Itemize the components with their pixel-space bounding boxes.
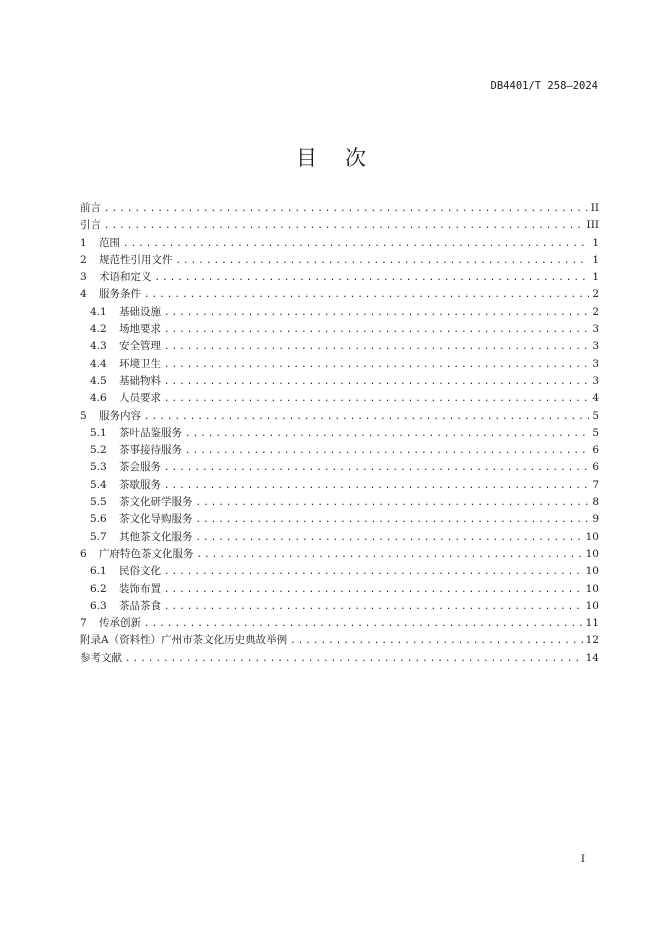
dot-leader — [164, 585, 583, 595]
dot-leader — [164, 481, 589, 491]
toc-entry[interactable] — [80, 356, 599, 373]
toc-entry[interactable] — [80, 321, 599, 338]
toc-entry-page: II — [590, 202, 599, 214]
toc-entry-label: 民俗文化 — [119, 565, 161, 578]
toc-entry-label: 其他茶文化服务 — [119, 530, 193, 543]
toc-entry-page: 4 — [592, 392, 599, 405]
dot-leader — [196, 498, 590, 508]
toc-entry-label: 茶歇服务 — [119, 478, 161, 491]
dot-leader — [123, 239, 589, 249]
toc-entry-number: 5 — [80, 409, 87, 422]
toc-entry-number: 5.1 — [90, 426, 107, 439]
toc-entry[interactable] — [80, 529, 599, 546]
toc-entry-label: 场地要求 — [119, 323, 161, 336]
toc-entry-page: III — [586, 219, 599, 232]
toc-entry[interactable] — [80, 217, 599, 234]
toc-entry-label: 环境卫生 — [119, 357, 161, 370]
toc-entry-label: 茶叶品鉴服务 — [119, 426, 182, 439]
toc-entry-number: 4.3 — [90, 340, 107, 353]
toc-entry[interactable] — [80, 252, 599, 269]
toc-entry-number: 4.5 — [90, 374, 107, 387]
toc-entry-number: 7 — [80, 617, 87, 630]
toc-entry[interactable] — [80, 459, 599, 476]
dot-leader — [196, 515, 590, 525]
toc-entry-page: 11 — [585, 617, 599, 630]
page-number: I — [580, 853, 585, 865]
toc-entry-label: 范围 — [99, 236, 120, 249]
dot-leader — [164, 377, 589, 387]
toc-entry-page: 1 — [592, 271, 599, 284]
dot-leader — [125, 654, 583, 664]
dot-leader — [290, 636, 583, 646]
toc-entry-number: 5.5 — [90, 496, 107, 509]
toc-entry-page: 3 — [592, 357, 599, 370]
dot-leader — [185, 429, 589, 439]
toc-entry-label: 附录A（资料性）广州市茶文化历史典故举例 — [80, 634, 288, 647]
toc-entry-page: 3 — [592, 374, 599, 387]
toc-entry[interactable] — [80, 286, 599, 303]
toc-entry-label: 茶会服务 — [119, 461, 161, 474]
toc-entry-page: 8 — [592, 496, 599, 509]
toc-entry[interactable] — [80, 581, 599, 598]
dot-leader — [164, 342, 589, 352]
toc-entry-number: 1 — [80, 236, 87, 249]
toc-entry-number: 2 — [80, 253, 87, 266]
toc-entry-number: 4.2 — [90, 323, 107, 336]
dot-leader — [104, 221, 584, 231]
toc-entry-label: 广府特色茶文化服务 — [99, 547, 194, 560]
toc-entry-label: 茶事接待服务 — [119, 444, 182, 457]
dot-leader — [196, 533, 583, 543]
toc-entry-label: 茶文化研学服务 — [119, 496, 193, 509]
toc-entry-page: 1 — [592, 253, 599, 266]
dot-leader — [144, 290, 589, 300]
toc-entry-number: 4 — [80, 288, 87, 301]
toc-entry[interactable] — [80, 598, 599, 615]
dot-leader — [164, 325, 589, 335]
toc-entry-page: 3 — [592, 340, 599, 353]
toc-entry-number: 5.3 — [90, 461, 107, 474]
toc-entry-number: 6.1 — [90, 565, 107, 578]
toc-entry[interactable] — [80, 200, 599, 217]
toc-entry-label: 安全管理 — [119, 340, 161, 353]
toc-entry-page: 5 — [592, 426, 599, 439]
toc-entry[interactable] — [80, 373, 599, 390]
toc-entry-label: 装饰布置 — [119, 582, 161, 595]
toc-entry-label: 传承创新 — [99, 617, 141, 630]
toc-entry-number: 5.4 — [90, 478, 107, 491]
toc-entry-number: 4.6 — [90, 392, 107, 405]
dot-leader — [104, 204, 588, 214]
dot-leader — [164, 602, 583, 612]
toc-entry-page: 10 — [585, 530, 599, 543]
toc-entry-number: 5.2 — [90, 444, 107, 457]
toc-entry-label: 基础设施 — [119, 305, 161, 318]
toc-entry-page: 12 — [585, 634, 599, 647]
toc-entry-label: 基础物料 — [119, 374, 161, 387]
dot-leader — [176, 256, 590, 266]
toc-entry-page: 5 — [592, 409, 599, 422]
toc-entry-label: 人员要求 — [119, 392, 161, 405]
dot-leader — [164, 360, 589, 370]
toc-entry-page: 7 — [592, 478, 599, 491]
toc-entry-page: 10 — [585, 547, 599, 560]
toc-entry-number: 6.2 — [90, 582, 107, 595]
toc-entry[interactable] — [80, 442, 599, 459]
toc-entry-label: 参考文献 — [80, 651, 122, 664]
dot-leader — [144, 619, 583, 629]
toc-entry-label: 规范性引用文件 — [99, 253, 173, 266]
dot-leader — [164, 567, 583, 577]
toc-entry-page: 6 — [592, 444, 599, 457]
toc-entry[interactable] — [80, 477, 599, 494]
toc-entry-page: 2 — [592, 305, 599, 318]
dot-leader — [144, 412, 589, 422]
toc-entry-number: 6.3 — [90, 599, 107, 612]
toc-entry[interactable] — [80, 615, 599, 632]
toc-entry[interactable] — [80, 511, 599, 528]
toc-entry[interactable] — [80, 650, 599, 667]
toc-entry-label: 服务内容 — [99, 409, 141, 422]
toc-entry-number: 4.4 — [90, 357, 107, 370]
dot-leader — [155, 273, 590, 283]
toc-entry-label: 服务条件 — [99, 288, 141, 301]
toc-entry-label: 茶品茶食 — [119, 599, 161, 612]
page-title: 目次 — [296, 146, 394, 170]
toc-entry-page: 10 — [585, 599, 599, 612]
toc-entry[interactable] — [80, 546, 599, 563]
toc-entry-page: 10 — [585, 565, 599, 578]
toc-entry-label: 茶文化导购服务 — [119, 513, 193, 526]
toc-entry-label: 引言 — [80, 219, 101, 232]
toc-entry[interactable] — [80, 425, 599, 442]
toc-entry-page: 9 — [592, 513, 599, 526]
toc-entry[interactable] — [80, 494, 599, 511]
toc-entry-number: 4.1 — [90, 305, 107, 318]
toc-entry[interactable] — [80, 235, 599, 252]
toc-entry-number: 5.7 — [90, 530, 107, 543]
toc-entry[interactable] — [80, 632, 599, 649]
dot-leader — [197, 550, 583, 560]
toc-entry[interactable] — [80, 408, 599, 425]
toc-entry-number: 5.6 — [90, 513, 107, 526]
toc-entry-label: 前言 — [80, 202, 101, 214]
toc-entry-page: 3 — [592, 323, 599, 336]
document-code: DB4401/T 258—2024 — [490, 80, 598, 92]
dot-leader — [164, 394, 589, 404]
toc-entry[interactable] — [80, 269, 599, 286]
dot-leader — [164, 463, 589, 473]
table-of-contents — [80, 200, 599, 667]
toc-entry-number: 6 — [80, 547, 87, 560]
toc-entry-page: 2 — [592, 288, 599, 301]
toc-entry-page: 1 — [592, 236, 599, 249]
toc-entry-page: 6 — [592, 461, 599, 474]
dot-leader — [185, 446, 589, 456]
toc-entry[interactable] — [80, 304, 599, 321]
toc-entry-number: 3 — [80, 271, 87, 284]
toc-entry[interactable] — [80, 338, 599, 355]
dot-leader — [164, 308, 589, 318]
toc-entry-page: 10 — [585, 582, 599, 595]
toc-entry[interactable] — [80, 563, 599, 580]
toc-entry-label: 术语和定义 — [99, 271, 152, 284]
toc-entry[interactable] — [80, 390, 599, 407]
toc-entry-page: 14 — [585, 651, 599, 664]
